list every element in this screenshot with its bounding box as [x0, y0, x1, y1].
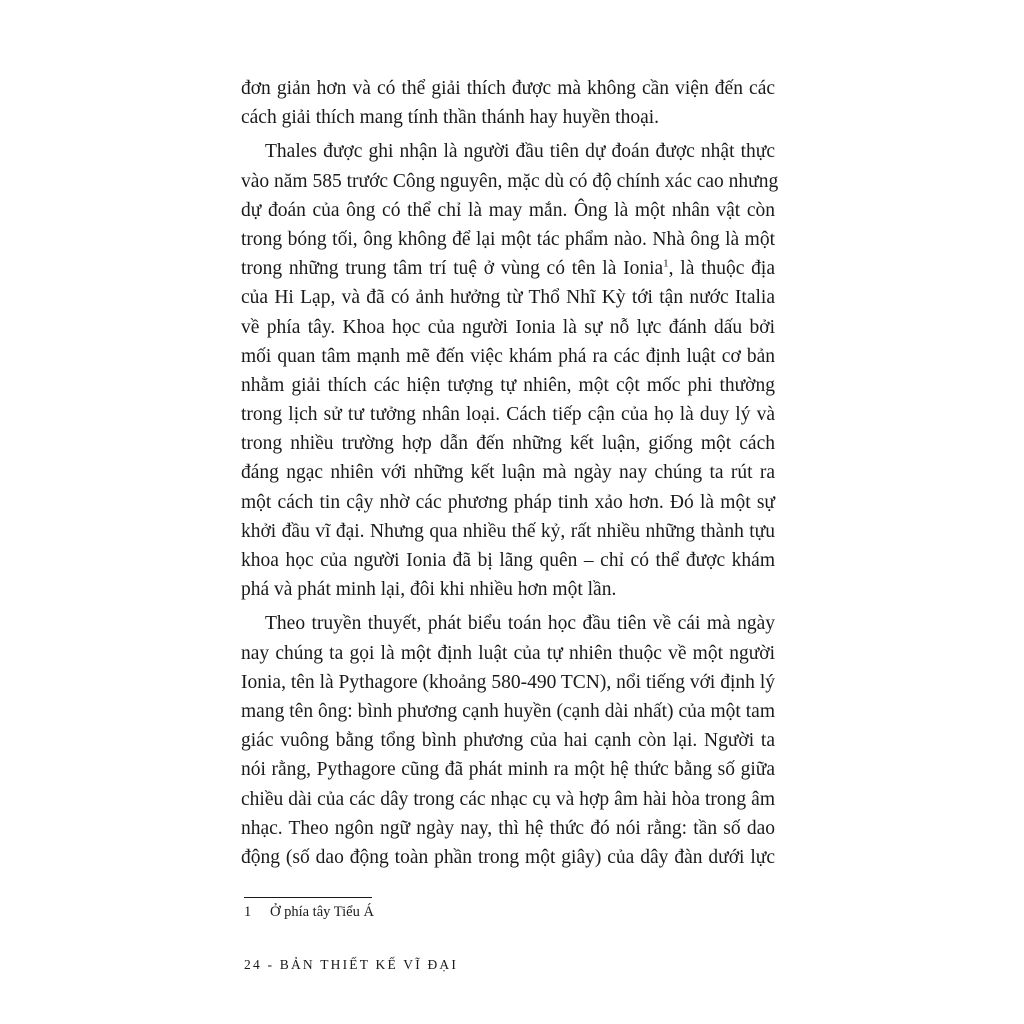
footnote-reference[interactable]: 1	[663, 257, 669, 270]
text-line: vào năm 585 trước Công nguyên, mặc dù có độ chính xác cao nhưng	[241, 170, 779, 192]
body-text	[241, 74, 779, 872]
text-line: nói rằng, Pythagore cũng đã phát minh ra một hệ thức bằng số giữa	[241, 759, 775, 781]
text-line: Thales được ghi nhận là người đầu tiên dự đoán được nhật thực	[265, 141, 775, 163]
text-line: của Hi Lạp, và đã có ảnh hưởng từ Thổ Nhĩ Kỳ tới tận nước Italia	[241, 287, 775, 309]
text-line: đơn giản hơn và có thể giải thích được mà không cần viện đến các	[241, 78, 775, 99]
text-segment: , là thuộc địa	[668, 258, 776, 280]
text-line: khoa học của người Ionia đã bị lãng quên – chỉ có thể được khám	[241, 550, 775, 571]
footnote-divider	[244, 897, 372, 898]
text-line: động (số dao động toàn phần trong một giây) của dây đàn dưới lực	[241, 846, 775, 868]
text-line: giác vuông bằng tổng bình phương của hai cạnh còn lại. Người ta	[241, 730, 775, 752]
text-line: về phía tây. Khoa học của người Ionia là sự nỗ lực đánh dấu bởi	[241, 316, 775, 338]
text-line: mang tên ông: bình phương cạnh huyền (cạnh dài nhất) của một tam	[241, 700, 775, 722]
text-line: cách giải thích mang tính thần thánh hay huyền thoại.	[241, 107, 660, 129]
text-line: mối quan tâm mạnh mẽ đến việc khám phá ra các định luật cơ bản	[241, 345, 775, 367]
text-line: nhằm giải thích các hiện tượng tự nhiên, một cột mốc phi thường	[241, 374, 775, 396]
footnote-text: Ở phía tây Tiểu Á	[270, 904, 374, 920]
text-line: khởi đầu vĩ đại. Nhưng qua nhiều thế kỷ, rất nhiều những thành tựu	[241, 520, 775, 542]
text-segment: trong những trung tâm trí tuệ ở vùng có tên là Ionia	[241, 258, 664, 280]
text-line: dự đoán của ông có thể chỉ là may mắn. Ông là một nhân vật còn	[241, 199, 775, 221]
text-line: đáng ngạc nhiên với những kết luận mà ngày nay chúng ta rút ra	[241, 462, 775, 484]
text-line: Ionia, tên là Pythagore (khoảng 580-490 TCN), nổi tiếng với định lý	[241, 671, 775, 693]
footnote-number: 1	[244, 904, 252, 920]
text-line: phá và phát minh lại, đôi khi nhiều hơn một lần.	[241, 579, 617, 601]
page-number: 24	[244, 957, 262, 972]
running-footer	[244, 957, 458, 973]
text-line: chiều dài của các dây trong các nhạc cụ và hợp âm hài hòa trong âm	[241, 788, 775, 810]
text-line: trong lịch sử tư tưởng nhân loại. Cách tiếp cận của họ là duy lý và	[241, 404, 775, 426]
footnote	[244, 904, 374, 921]
text-line: trong nhiều trường hợp dẫn đến những kết luận, giống một cách	[241, 433, 775, 455]
text-line: nhạc. Theo ngôn ngữ ngày nay, thì hệ thức đó nói rằng: tần số dao	[241, 817, 775, 839]
text-line: nay chúng ta gọi là một định luật của tự nhiên thuộc về một người	[241, 642, 775, 664]
book-title: BẢN THIẾT KẾ VĨ ĐẠI	[279, 957, 459, 972]
text-line: Theo truyền thuyết, phát biểu toán học đầu tiên về cái mà ngày	[265, 613, 775, 635]
text-line: một cách tin cậy nhờ các phương pháp tinh xảo hơn. Đó là một sự	[241, 491, 775, 513]
text-line-with-footnote	[241, 254, 775, 283]
footer-separator: -	[267, 957, 275, 972]
text-line: trong bóng tối, ông không để lại một tác phẩm nào. Nhà ông là một	[241, 228, 775, 250]
